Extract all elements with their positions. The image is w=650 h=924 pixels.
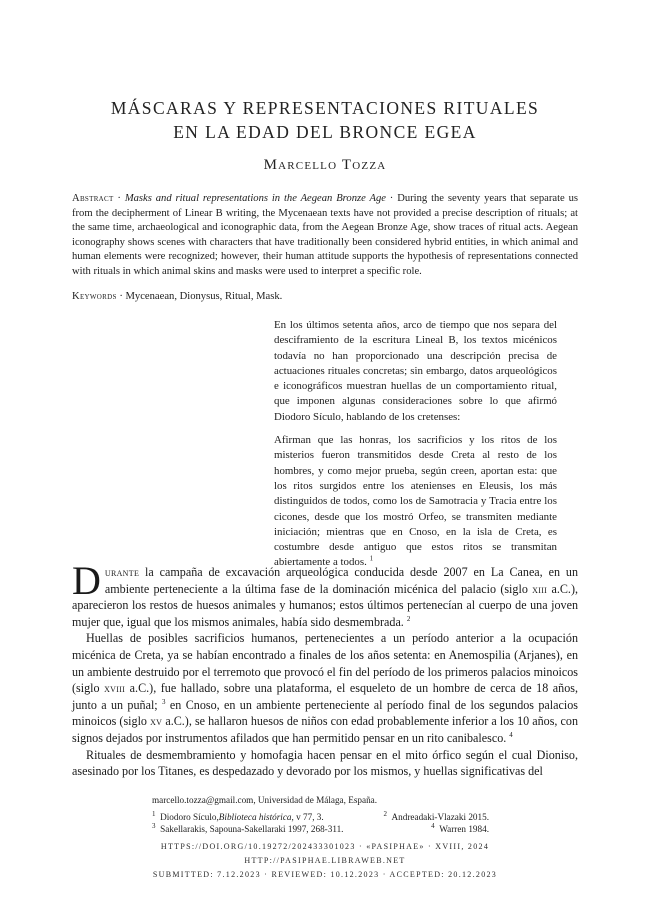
footer-url[interactable]: HTTP://PASIPHAE.LIBRAWEB.NET — [244, 856, 406, 865]
footnote-4-number: 4 — [431, 822, 435, 831]
p1-century: xiii — [532, 581, 548, 596]
footer-dates: SUBMITTED: 7.12.2023 · REVIEWED: 10.12.2023 · ACCEPTED: 20.12.2023 — [152, 870, 498, 879]
epigraph-intro: En los últimos setenta años, arco de tiempo que nos separa del desciframiento de la escritura Lineal B, los textos micénicos todavía no han proporcionado una descripción precisa de actuaciones rituales concretas; sin embargo, datos arqueológicos e iconográficos muestran huellas de un comportamiento ritual, que imponen algunas consideraciones sobre lo que afirmó Diodoro Sículo, hablando de los cretenses: — [274, 319, 557, 423]
footnote-ref-2[interactable]: 2 — [406, 614, 411, 623]
epigraph-quote — [274, 433, 557, 571]
p1-text-a: la campaña de excavación arqueológica conducida desde 2007 en La Canea, en un ambiente perteneciente a la última fase de la dominación micénica del palacio (siglo — [104, 565, 578, 596]
author-name: Marcello Tozza — [263, 157, 387, 173]
footnote-ref-1[interactable]: 1 — [369, 554, 374, 563]
abstract-label: Abstract — [72, 193, 114, 204]
footnote-2-number: 2 — [383, 809, 387, 818]
p2-text-d: a.C.), se hallaron huesos de niños con edad probablemente inferior a los 10 años, con signos dejados por instrumentos afilados que han permitido pensar en un rito canibalesco. — [72, 714, 578, 745]
footnote-4 — [431, 823, 489, 836]
epigraph — [274, 318, 557, 571]
footnote-3-number: 3 — [152, 822, 156, 831]
abstract-separator-2: · — [385, 193, 398, 204]
author-affiliation: marcello.tozza@gmail.com, Universidad de Málaga, España. — [152, 795, 378, 805]
article-title-line2: EN LA EDAD DEL BRONCE EGEA — [173, 122, 477, 142]
drop-cap: D — [72, 558, 101, 603]
footnote-1-work: Biblioteca histórica — [218, 811, 292, 822]
abstract-separator: · — [113, 193, 125, 204]
p2-text-b: a.C.), fue hallado, sobre una plataforma, el esqueleto de un hombre de cerca de 18 años, junto a un puñal; — [72, 681, 578, 712]
footnote-row-2 — [152, 823, 497, 836]
p1-text-b: a.C.), aparecieron los restos de huesos animales y humanos; estos últimos pertenecían al cuerpo de una joven mujer que, igual que los mismos animales, había sido desmembrada. — [72, 581, 578, 629]
epigraph-quote-text: Afirman que las honras, los sacrificios y los ritos de los misterios fueron transmitidos desde Creta al resto de los hombres, y como mejor prueba, según creen, aportan esta: que los ritos surgidos entre los atenienses en Eleusis, los más distinguidos de todos, como los de Samotracia y Tracia entre los cicones, desde que los mostró Orfeo, se transmiten mediante iniciación; mientras que en Cnoso, en la isla de Creta, es costumbre desde antiguo que estos ritos se transmitan abiertamente a todos. — [274, 434, 557, 569]
p2-text-a: Huellas de posibles sacrificios humanos, pertenecientes a un período anterior a la ocupación micénica de Creta, ya se habían encontrado a finales de los años setenta: en Anemospilia (Arjanes), en un ambiente destruido por el terremoto que provocó el fin del período de los primeros palacios minoicos (siglo — [72, 631, 578, 696]
body-paragraph-1 — [72, 558, 578, 630]
abstract — [72, 192, 578, 280]
footnote-1 — [152, 811, 324, 824]
abstract-text: During the seventy years that separate us from the decipherment of Linear B writing, the Mycenaean texts have not provided a precise description of rituals; at the same time, archaeological and iconographic data, from the Aegean Bronze Age, show traces of ritual acts. Aegean iconography shows scenes with characters that have traditionally been considered hybrid entities, in which animal and human elements were recognized; however, their human attitude supports the hypothesis of representations connected with rituals in which animal skins and masks were used to interpret a specific role. — [72, 193, 579, 277]
footnote-2 — [383, 811, 489, 824]
keywords-text: Mycenaean, Dionysus, Ritual, Mask. — [125, 291, 283, 302]
footnote-row-1 — [152, 811, 497, 824]
body-paragraph-2 — [72, 630, 578, 746]
p2-century-1: xviii — [104, 681, 126, 696]
abstract-english-title: Masks and ritual representations in the Aegean Bronze Age — [124, 193, 386, 204]
footnote-3 — [152, 823, 343, 836]
lead-word: urante — [104, 565, 140, 579]
footnote-4-text: Warren 1984. — [439, 824, 489, 835]
keywords-separator: · — [116, 291, 126, 302]
footnote-ref-4[interactable]: 4 — [509, 730, 513, 739]
keywords — [72, 290, 578, 304]
footnotes — [152, 794, 497, 836]
footer-doi[interactable]: HTTPS://DOI.ORG/10.19272/202433301023 · «PASIPHAE» · XVIII, 2024 — [160, 842, 490, 851]
footnote-1-text-b: , v 77, 3. — [291, 811, 324, 822]
keywords-label: Keywords — [72, 291, 117, 302]
footnote-ref-3[interactable]: 3 — [162, 697, 166, 706]
footnote-2-text: Andreadaki-Vlazaki 2015. — [391, 811, 489, 822]
footnote-1-text-a: Diodoro Sículo, — [160, 811, 219, 822]
article-title-line1: MÁSCARAS Y REPRESENTACIONES RITUALES — [110, 98, 540, 118]
p2-century-2: xv — [150, 714, 163, 729]
article-body — [72, 558, 578, 780]
p2-text-c: en Cnoso, en un ambiente perteneciente al período final de los segundos palacios minoicos (siglo — [72, 697, 578, 729]
body-paragraph-3: Rituales de desmembramiento y homofagia hacen pensar en el mito órfico según el cual Dioniso, asesinado por los Titanes, es despedazado y devorado por los mismos, y huellas significativas del — [72, 747, 578, 779]
footnote-1-number: 1 — [152, 809, 156, 818]
footnote-3-text: Sakellarakis, Sapouna-Sakellaraki 1997, 268-311. — [160, 824, 344, 835]
